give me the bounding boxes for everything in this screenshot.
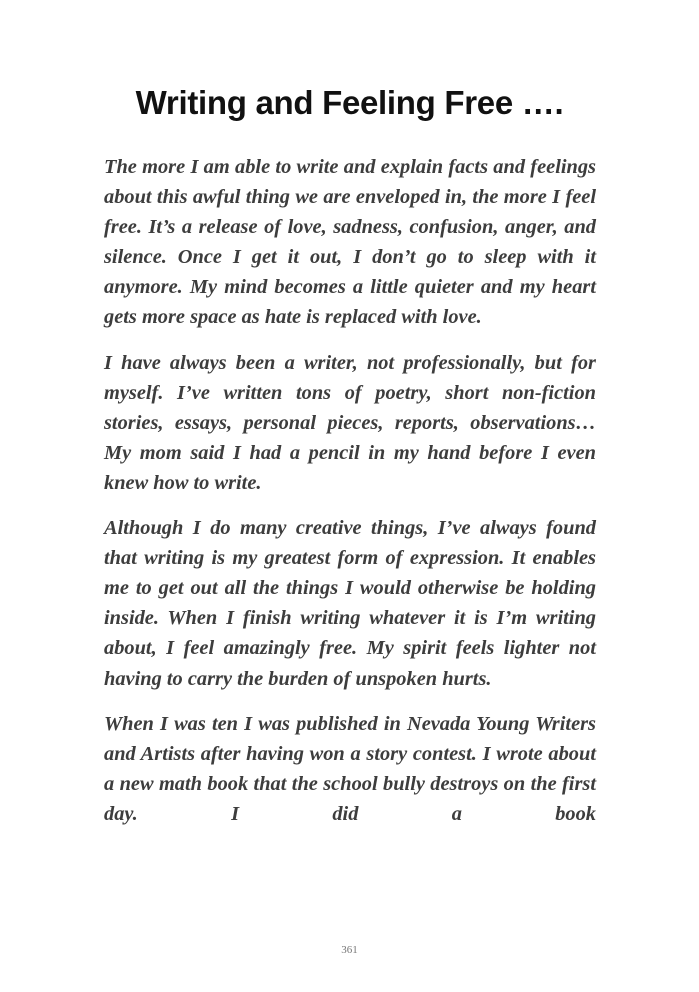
body-text [104, 152, 596, 844]
page-number: 361 [341, 944, 358, 956]
paragraph: I have always been a writer, not professionally, but for myself. I’ve written tons of poetry, short non-fiction stories, essays, personal pieces, reports, observations… My mom said I had a pencil in my hand before I even knew how to write. [104, 351, 596, 494]
paragraph: The more I am able to write and explain facts and feelings about this awful thing we are enveloped in, the more I feel free. It’s a release of love, sadness, confusion, anger, and silence. Once I get it out, I don’t go to sleep with it anymore. My mind becomes a little quieter and my heart gets more space as hate is replaced with love. [104, 156, 596, 329]
paragraph: When I was ten I was published in Nevada Young Writers and Artists after having won a story contest. I wrote about a new math book that the school bully destroys on the first day. I did a book [104, 712, 596, 825]
page-title: Writing and Feeling Free …. [135, 84, 564, 121]
paragraph: Although I do many creative things, I’ve always found that writing is my greatest form of expression. It enables me to get out all the things I would otherwise be holding inside. When I finish writing whatever it is I’m writing about, I feel amazingly free. My spirit feels lighter not having to carry the burden of unspoken hurts. [104, 517, 596, 690]
